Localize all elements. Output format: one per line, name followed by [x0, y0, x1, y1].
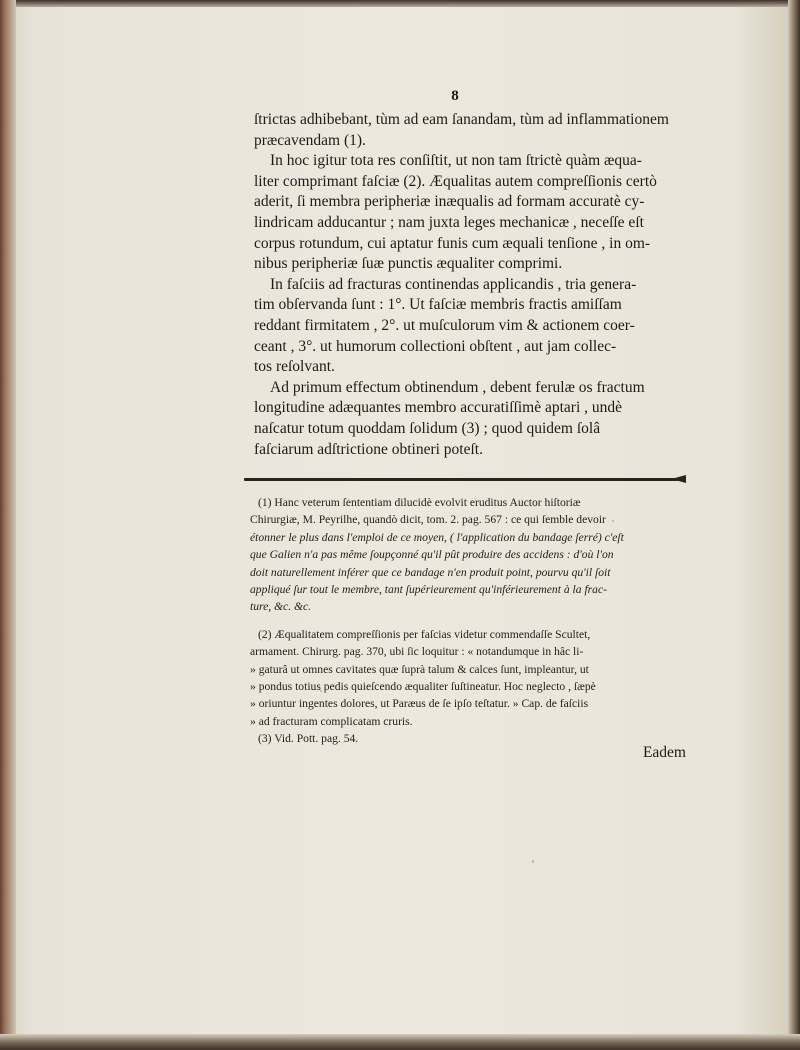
text-line: corpus rotundum, cui aptatur funis cum æquali tenſione , in om- — [254, 234, 651, 252]
text-line: liter comprimant faſciæ (2). Æqualitas autem compreſſionis certò — [254, 172, 657, 190]
page-left-edge — [0, 0, 16, 1050]
text-line: nibus peripheriæ ſuæ punctis æqualiter comprimi. — [254, 255, 563, 273]
catchword: Eadem — [642, 744, 686, 761]
text-line: tim obſervanda ſunt : 1°. Ut faſciæ membris fractis amiſſam — [254, 296, 622, 314]
footnote-line: étonner le plus dans l'emploi de ce moyen, ( l'application du bandage ſerré) c'eſt — [250, 530, 624, 544]
page-top-edge — [0, 0, 800, 7]
footnote-line: appliqué ſur tout le membre, tant ſupérieurement qu'inférieurement à la frac- — [250, 583, 607, 597]
footnote-line: (3) Vid. Pott. pag. 54. — [258, 732, 359, 746]
text-line: ſtrictas adhibebant, tùm ad eam ſanandam, tùm ad inflammationem — [254, 111, 669, 128]
text-line: præcavendam (1). — [254, 131, 366, 149]
footnote-line: Chirurgiæ, M. Peyrilhe, quandò dicit, tom. 2. pag. 567 : ce qui ſemble devoir — [250, 513, 606, 527]
footnote-rule-end — [674, 475, 686, 483]
footnote-line: ture, &c. &c. — [250, 600, 312, 614]
footnote-line: » gaturâ ut omnes cavitates quæ ſuprà talum & calces ſunt, impleantur, ut — [250, 662, 589, 676]
text-line: In faſciis ad fracturas continendas applicandis , tria genera- — [270, 275, 637, 293]
text-line: longitudine adæquantes membro accuratiſſimè aptari , undè — [254, 399, 623, 417]
text-line: tos reſolvant. — [254, 358, 335, 376]
footnote-line: » oriuntur ingentes dolores, ut Paræus de ſe ipſo teſtatur. » Cap. de faſciis — [250, 697, 589, 711]
page-number: 8 — [451, 88, 459, 104]
footnote-line: (1) Hanc veterum ſententiam dilucidè evolvit eruditus Auctor hiſtoriæ — [258, 496, 581, 509]
text-line: naſcatur totum quoddam ſolidum (3) ; quod quidem ſolâ — [254, 419, 601, 437]
text-line: Ad primum effectum obtinendum , debent ferulæ os fractum — [270, 378, 645, 396]
main-text — [254, 110, 686, 460]
text-line: aderit, ſi membra peripheriæ inæqualis ad formam accuratè cy- — [254, 193, 645, 211]
text-line: In hoc igitur tota res conſiſtit, ut non tam ſtrictè quàm æqua- — [270, 152, 642, 170]
text-line: ceant , 3°. ut humorum collectioni obſtent , aut jam collec- — [254, 337, 617, 355]
footnote-line: que Galien n'a pas même ſoupçonné qu'il pût produire des accidens : d'où l'on — [250, 548, 614, 562]
footnote-line: doit naturellement inférer que ce bandage n'en produit point, pourvu qu'il ſoit — [250, 565, 611, 579]
text-line: reddant firmitatem , 2°. ut muſculorum vim & actionem coer- — [254, 316, 635, 334]
footnote-line: (2) Æqualitatem compreſſionis per faſcias videtur commendaſſe Scultet, — [258, 627, 591, 641]
footnote-line: armament. Chirurg. pag. 370, ubi ſic loquitur : « notandumque in hâc li- — [250, 645, 584, 659]
text-line: lindricam adducantur ; nam juxta leges mechanicæ , neceſſe eſt — [254, 213, 644, 231]
footnote-rule — [244, 478, 684, 481]
page-right-edge — [788, 0, 800, 1050]
footnotes — [250, 494, 686, 748]
text-line: faſciarum adſtrictione obtineri poteſt. — [254, 440, 483, 458]
page-bottom-edge — [0, 1034, 800, 1050]
paper-speck — [532, 860, 534, 863]
footnote-line: » ad fracturam complicatam cruris. — [250, 714, 413, 728]
footnote-line: » pondus totius pedis quieſcendo æqualiter ſuſtineatur. Hoc neglecto , ſæpè — [250, 680, 596, 694]
